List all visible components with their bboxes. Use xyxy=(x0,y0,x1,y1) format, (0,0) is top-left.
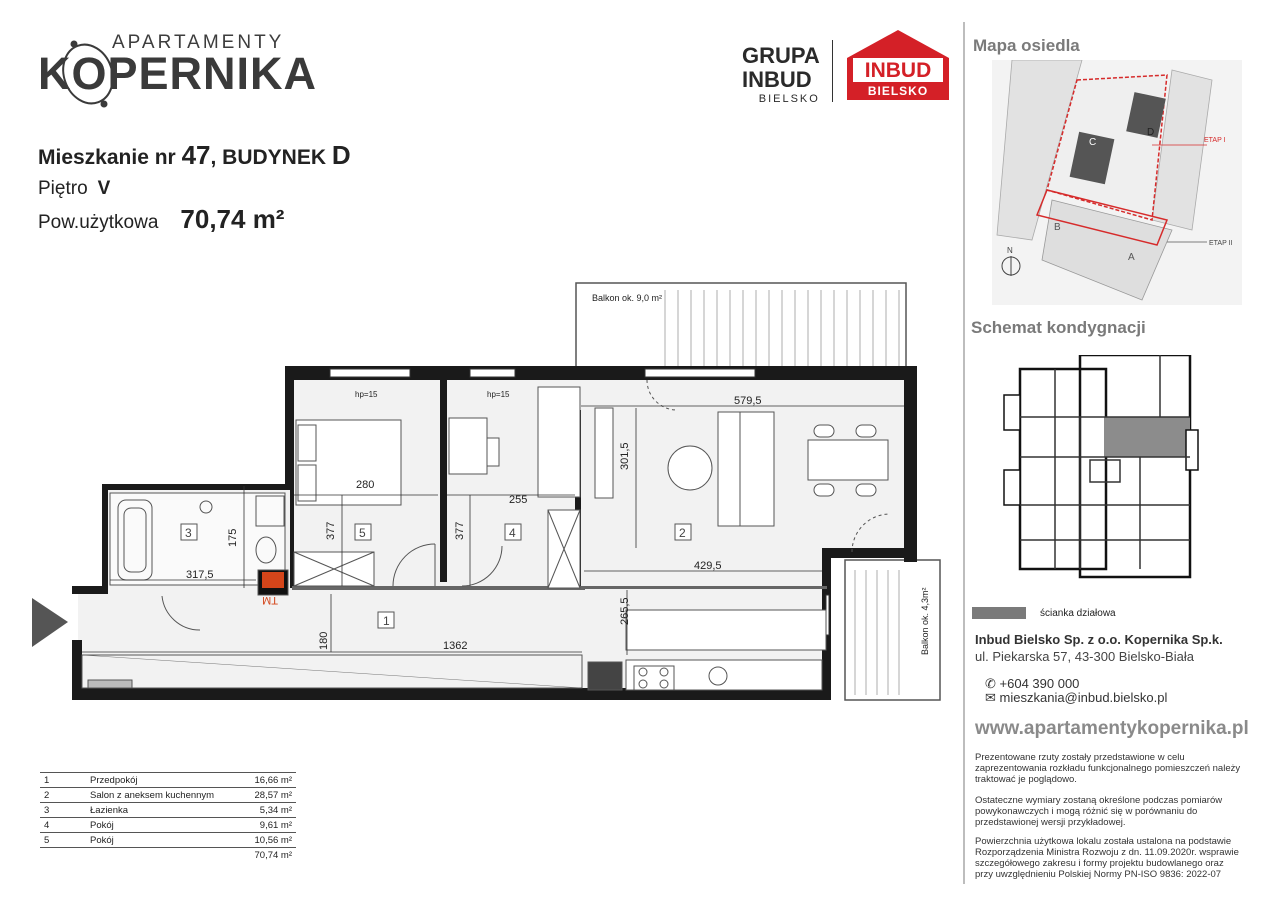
building-c-label: C xyxy=(1089,137,1097,148)
room-number-4: 4 xyxy=(509,526,516,540)
etap-2-label: ETAP II xyxy=(1209,240,1233,247)
balcony-top xyxy=(576,283,906,368)
dim-579: 579,5 xyxy=(734,395,762,407)
dim-1362: 1362 xyxy=(443,640,468,652)
table-row: 5 Pokój 10,56 m² xyxy=(40,833,296,848)
room-number-1: 1 xyxy=(383,614,390,628)
room-number-5: 5 xyxy=(359,526,366,540)
dim-377b: 377 xyxy=(454,521,466,540)
badge-inbud-text: INBUD xyxy=(864,59,932,82)
balcony-right xyxy=(845,560,940,700)
floor-schema xyxy=(1000,355,1200,580)
dim-429: 429,5 xyxy=(694,560,722,572)
dim-265: 265,5 xyxy=(619,597,631,625)
dim-175: 175 xyxy=(227,528,239,547)
table-row: 4 Pokój 9,61 m² xyxy=(40,818,296,833)
dim-317: 317,5 xyxy=(186,569,214,581)
legend-label: ścianka działowa xyxy=(1040,608,1116,619)
apartment-title: Mieszkanie nr 47, BUDYNEK D xyxy=(38,140,351,170)
website-link[interactable]: www.apartamentykopernika.pl xyxy=(975,718,1249,739)
column-divider xyxy=(963,22,965,884)
email-line xyxy=(985,690,1167,706)
legend-swatch xyxy=(972,607,1026,619)
area-line: Pow.użytkowa 70,74 m² xyxy=(38,204,285,234)
site-map xyxy=(992,60,1242,305)
mail-icon: ✉ xyxy=(985,690,996,705)
north-label: N xyxy=(1007,246,1013,255)
disclaimer-1: Prezentowane rzuty zostały przedstawione w celu zaprezentowania rozkładu funkcjonalnego pomieszczeń należy traktować je poglądowo. xyxy=(975,752,1241,785)
table-total-row: 70,74 m² xyxy=(40,848,296,863)
table-row: 3 Łazienka 5,34 m² xyxy=(40,803,296,818)
site-map-heading: Mapa osiedla xyxy=(973,36,1080,55)
tm-label: TM xyxy=(262,594,278,606)
disclaimer-3: Powierzchnia użytkowa lokalu została ustalona na podstawie Rozporządzenia Ministra Rozwoju z dn. 11.09.2020r. wsprawie szczegółowego zakresu i formy projektu budowlanego oraz przy uwzględnieniu Polskiej Normy PN-ISO 9836: 2022-07 xyxy=(975,836,1239,880)
etap-1-label: ETAP I xyxy=(1204,137,1226,144)
table-row: 2 Salon z aneksem kuchennym 28,57 m² xyxy=(40,788,296,803)
rooms-table xyxy=(40,772,296,862)
logo-subtitle: APARTAMENTY xyxy=(112,32,285,53)
company-name: Inbud Bielsko Sp. z o.o. Kopernika Sp.k. xyxy=(975,632,1223,647)
balcony-right-label: Balkon ok. 4,3m² xyxy=(920,587,930,655)
balcony-top-label: Balkon ok. 9,0 m² xyxy=(592,293,663,303)
floor-line: Piętro V xyxy=(38,178,111,199)
hp-label-2: hp=15 xyxy=(487,390,510,399)
hp-label-1: hp=15 xyxy=(355,390,378,399)
phone-number[interactable]: +604 390 000 xyxy=(999,676,1080,691)
schema-heading: Schemat kondygnacji xyxy=(971,318,1146,337)
dim-280: 280 xyxy=(356,479,375,491)
room-number-3: 3 xyxy=(185,526,192,540)
dim-301: 301,5 xyxy=(619,442,631,470)
dim-255: 255 xyxy=(509,494,528,506)
phone-icon: ✆ xyxy=(985,676,996,691)
building-a-label: A xyxy=(1128,252,1135,263)
grupa-inbud-logo: GRUPA INBUD BIELSKO xyxy=(742,43,820,105)
badge-bielsko-text: BIELSKO xyxy=(867,84,929,98)
logo-title: KOPERNIKA xyxy=(38,48,318,99)
dim-180: 180 xyxy=(318,631,330,650)
email-address[interactable]: mieszkania@inbud.bielsko.pl xyxy=(999,690,1168,705)
table-row: 1 Przedpokój 16,66 m² xyxy=(40,773,296,788)
building-b-label: B xyxy=(1054,222,1061,233)
disclaimer-2: Ostateczne wymiary zostaną określone podczas pomiarów powykonawczych i mogą różnić się w porównaniu do przedstawionej wersji przykładowej. xyxy=(975,795,1223,828)
dim-377a: 377 xyxy=(325,521,337,540)
room-number-2: 2 xyxy=(679,526,686,540)
building-d-label: D xyxy=(1147,127,1155,138)
company-address: ul. Piekarska 57, 43-300 Bielsko-Biała xyxy=(975,649,1194,664)
